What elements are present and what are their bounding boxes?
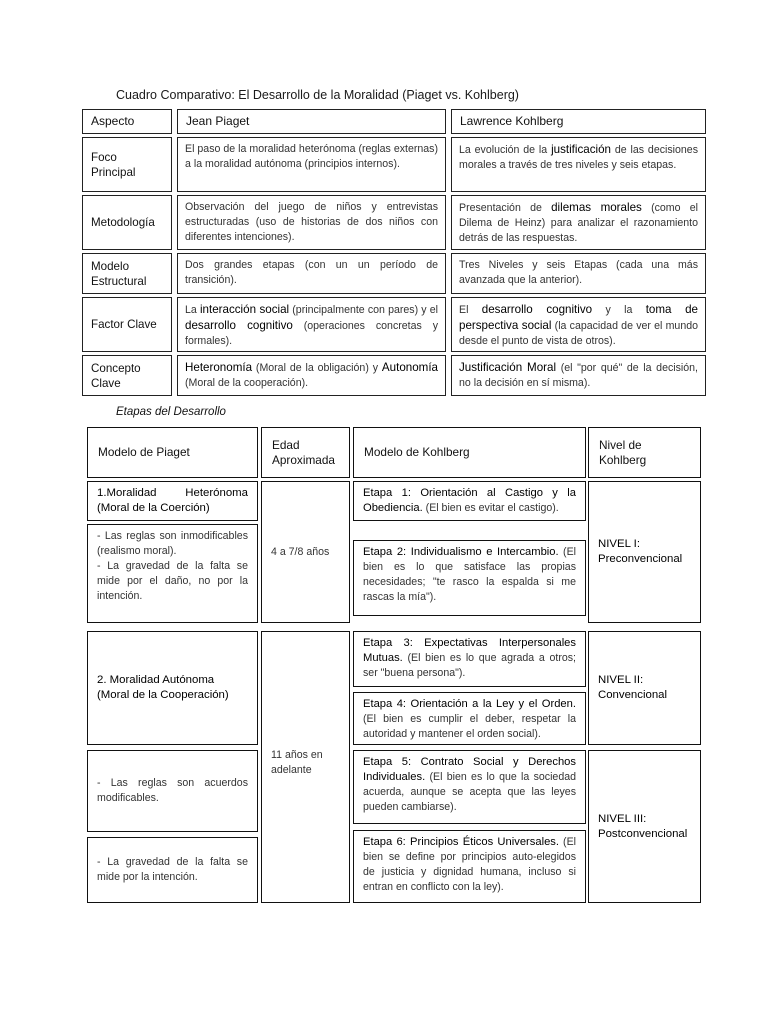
- stage-description: (El bien es lo que agrada a otros; ser "buena persona").: [363, 652, 576, 679]
- aspect-label: Metodología: [82, 195, 172, 250]
- cell-text: El paso de la moralidad heterónoma (reglas externas) a la moralidad autónoma (principios internos).: [185, 143, 438, 170]
- page-title: Cuadro Comparativo: El Desarrollo de la Moralidad (Piaget vs. Kohlberg): [116, 88, 519, 102]
- stage-title: Etapa 4: Orientación a la Ley y el Orden.: [363, 698, 576, 710]
- cell-text: (el "por qué" de la decisión, no la decisión en sí misma).: [459, 362, 698, 389]
- kohlberg-stage-6: [353, 830, 586, 903]
- level-3-name: NIVEL III:: [598, 812, 647, 825]
- piaget-stage2-fault: - La gravedad de la falta se mide por la intención.: [87, 837, 258, 903]
- key-term: Justificación Moral: [459, 361, 557, 374]
- piaget-cell: [177, 355, 446, 396]
- aspect-label: Foco Principal: [82, 137, 172, 192]
- stage-title: Etapa 1: Orientación al Castigo y la Obediencia.: [363, 487, 576, 514]
- piaget-stage2-title: 2. Moralidad Autónoma (Moral de la Cooperación): [87, 631, 258, 745]
- kohlberg-stage-5: [353, 750, 586, 824]
- level-3-sub: Postconvencional: [598, 827, 688, 840]
- piaget-cell: [177, 195, 446, 250]
- stage-description: (El bien es evitar el castigo).: [422, 502, 559, 514]
- level-2-name: NIVEL II:: [598, 674, 644, 686]
- cell-text: (operaciones concretas y formales).: [185, 320, 438, 347]
- cell-text: Tres Niveles y seis Etapas (cada una más avanzada que la anterior).: [459, 259, 698, 286]
- piaget-stage1-fault: - La gravedad de la falta se mide por el daño, no por la intención.: [97, 560, 248, 602]
- cell-text: (Moral de la obligación) y: [252, 362, 382, 374]
- piaget-stage1-title: 1.Moralidad Heterónoma (Moral de la Coerción): [87, 481, 258, 521]
- cell-text: Dos grandes etapas (con un un período de transición).: [185, 259, 438, 286]
- piaget-cell: [177, 253, 446, 294]
- key-term: toma de perspectiva social: [459, 303, 699, 332]
- key-term: desarrollo cognitivo: [481, 303, 593, 316]
- cell-text: La: [185, 304, 200, 316]
- kohlberg-cell: [451, 297, 706, 352]
- cell-text: de las decisiones morales a través de tres niveles y seis etapas.: [459, 144, 698, 171]
- piaget-stage1-rule: - Las reglas son inmodificables (realismo moral).: [97, 530, 248, 557]
- cell-text: (Moral de la cooperación).: [185, 377, 309, 389]
- cell-text: La evolución de la: [459, 144, 552, 156]
- kohlberg-level-1: [588, 481, 701, 623]
- level-2-sub: Convencional: [598, 689, 668, 701]
- cell-text: Observación del juego de niños y entrevistas estructuradas (uso de historias de dos niños con diferentes intenciones).: [185, 201, 438, 243]
- kohlberg-cell: [451, 253, 706, 294]
- kohlberg-stage-3: [353, 631, 586, 687]
- aspect-label: Concepto Clave: [82, 355, 172, 396]
- piaget-cell: [177, 297, 446, 352]
- level-1-name: NIVEL I:: [598, 538, 640, 550]
- piaget-stage1-desc: [87, 524, 258, 623]
- stage-title: Etapa 3: Expectativas Interpersonales Mutuas.: [363, 637, 576, 664]
- kohlberg-stage-4: [353, 692, 586, 745]
- header-aspect: Aspecto: [82, 109, 172, 134]
- kohlberg-cell: [451, 355, 706, 396]
- stages-title: Etapas del Desarrollo: [116, 406, 226, 418]
- kohlberg-cell: [451, 195, 706, 250]
- kohlberg-cell: [451, 137, 706, 192]
- stage-title: Etapa 6: Principios Éticos Universales.: [363, 836, 559, 848]
- age-range-2: 11 años en adelante: [261, 631, 350, 903]
- comparison-table: [82, 109, 706, 396]
- header-kohlberg-level: Nivel de Kohlberg: [588, 427, 701, 478]
- stages-table: [87, 427, 701, 903]
- key-term: interacción social: [199, 303, 290, 316]
- key-term: Autonomía: [381, 361, 438, 374]
- header-kohlberg-model: Modelo de Kohlberg: [353, 427, 586, 478]
- stage-description: (El bien es lo que satisface las propias necesidades; "te rasco la espalda si me rascas la mía").: [363, 546, 577, 603]
- age-range-1: 4 a 7/8 años: [261, 481, 350, 623]
- cell-text: y la: [592, 304, 646, 316]
- kohlberg-stage-1: [353, 481, 586, 521]
- header-piaget-model: Modelo de Piaget: [87, 427, 258, 478]
- key-term: desarrollo cognitivo: [185, 319, 293, 332]
- aspect-label: Modelo Estructural: [82, 253, 172, 294]
- level-1-sub: Preconvencional: [598, 553, 683, 565]
- cell-text: Presentación de: [459, 202, 552, 214]
- header-age: Edad Aproximada: [261, 427, 350, 478]
- stage-title: Etapa 2: Individualismo e Intercambio.: [363, 546, 559, 558]
- header-kohlberg: Lawrence Kohlberg: [451, 109, 706, 134]
- key-term: dilemas morales: [551, 201, 642, 214]
- key-term: Heteronomía: [185, 361, 253, 374]
- header-piaget: Jean Piaget: [177, 109, 446, 134]
- stage-description: (El bien es lo que la sociedad acuerda, aunque se acepta que las leyes pueden cambiarse).: [363, 771, 576, 813]
- stage-description: (El bien se define por principios auto-elegidos de justicia y dignidad humana, incluso si entran en conflicto con la ley).: [363, 836, 577, 893]
- piaget-cell: [177, 137, 446, 192]
- kohlberg-level-2: [588, 631, 701, 745]
- kohlberg-level-3: [588, 750, 701, 903]
- aspect-label: Factor Clave: [82, 297, 172, 352]
- key-term: justificación: [551, 143, 611, 156]
- stage-description: (El bien es cumplir el deber, respetar la autoridad y mantener el orden social).: [363, 713, 576, 740]
- cell-text: (como el Dilema de Heinz) para analizar el razonamiento detrás de las respuestas.: [459, 202, 698, 244]
- cell-text: El: [459, 304, 482, 316]
- stage-title: Etapa 5: Contrato Social y Derechos Individuales.: [363, 756, 576, 783]
- cell-text: (principalmente con pares) y el: [289, 304, 438, 316]
- cell-text: (la capacidad de ver el mundo desde el punto de vista de otros).: [459, 320, 698, 347]
- kohlberg-stage-2: [353, 540, 586, 616]
- piaget-stage2-rule: - Las reglas son acuerdos modificables.: [87, 750, 258, 832]
